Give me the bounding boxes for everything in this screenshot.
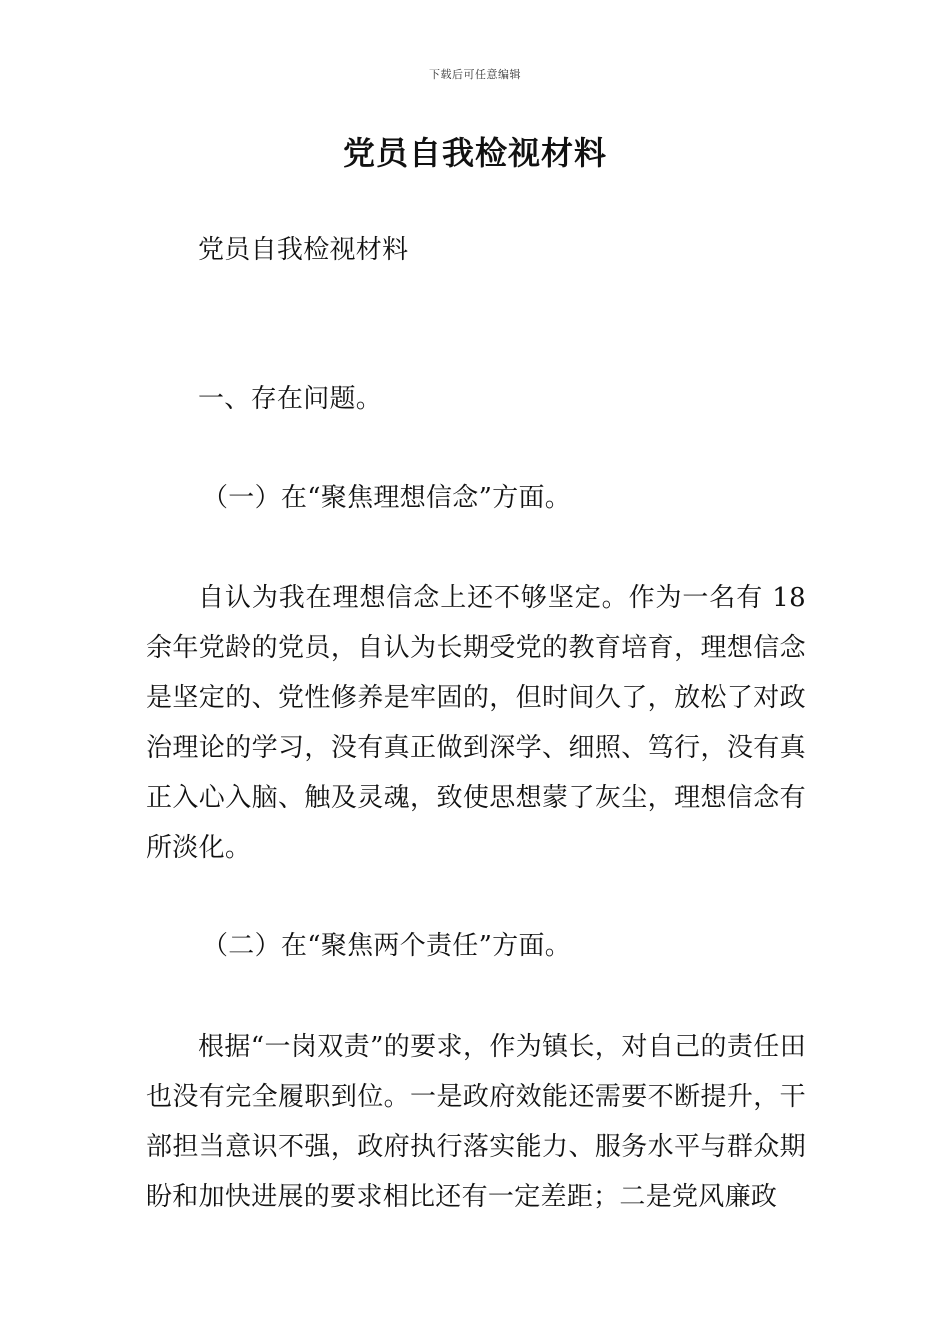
subsection-heading-2: （二）在“聚焦两个责任”方面。 <box>202 931 572 961</box>
header-note: 下载后可任意编辑 <box>429 68 521 81</box>
section-heading-1: 一、存在问题。 <box>198 384 383 414</box>
body-paragraph-1: 自认为我在理想信念上还不够坚定。作为一名有 18 余年党龄的党员，自认为长期受党的教育培育，理想信念是坚定的、党性修养是牢固的，但时间久了，放松了对政治理论的学习，没有真正做到深学、细照、笃行，没有真正入心入脑、触及灵魂，致使思想蒙了灰尘，理想信念有所淡化。 <box>146 583 806 863</box>
subtitle-paragraph: 党员自我检视材料 <box>198 235 409 265</box>
document-title: 党员自我检视材料 <box>342 134 607 172</box>
body-paragraph-2: 根据“一岗双责”的要求，作为镇长，对自己的责任田也没有完全履职到位。一是政府效能还需要不断提升，干部担当意识不强，政府执行落实能力、服务水平与群众期盼和加快进展的要求相比还有一定差距；二是党风廉政 <box>146 1032 806 1212</box>
subsection-heading-1: （一）在“聚焦理想信念”方面。 <box>202 483 572 513</box>
